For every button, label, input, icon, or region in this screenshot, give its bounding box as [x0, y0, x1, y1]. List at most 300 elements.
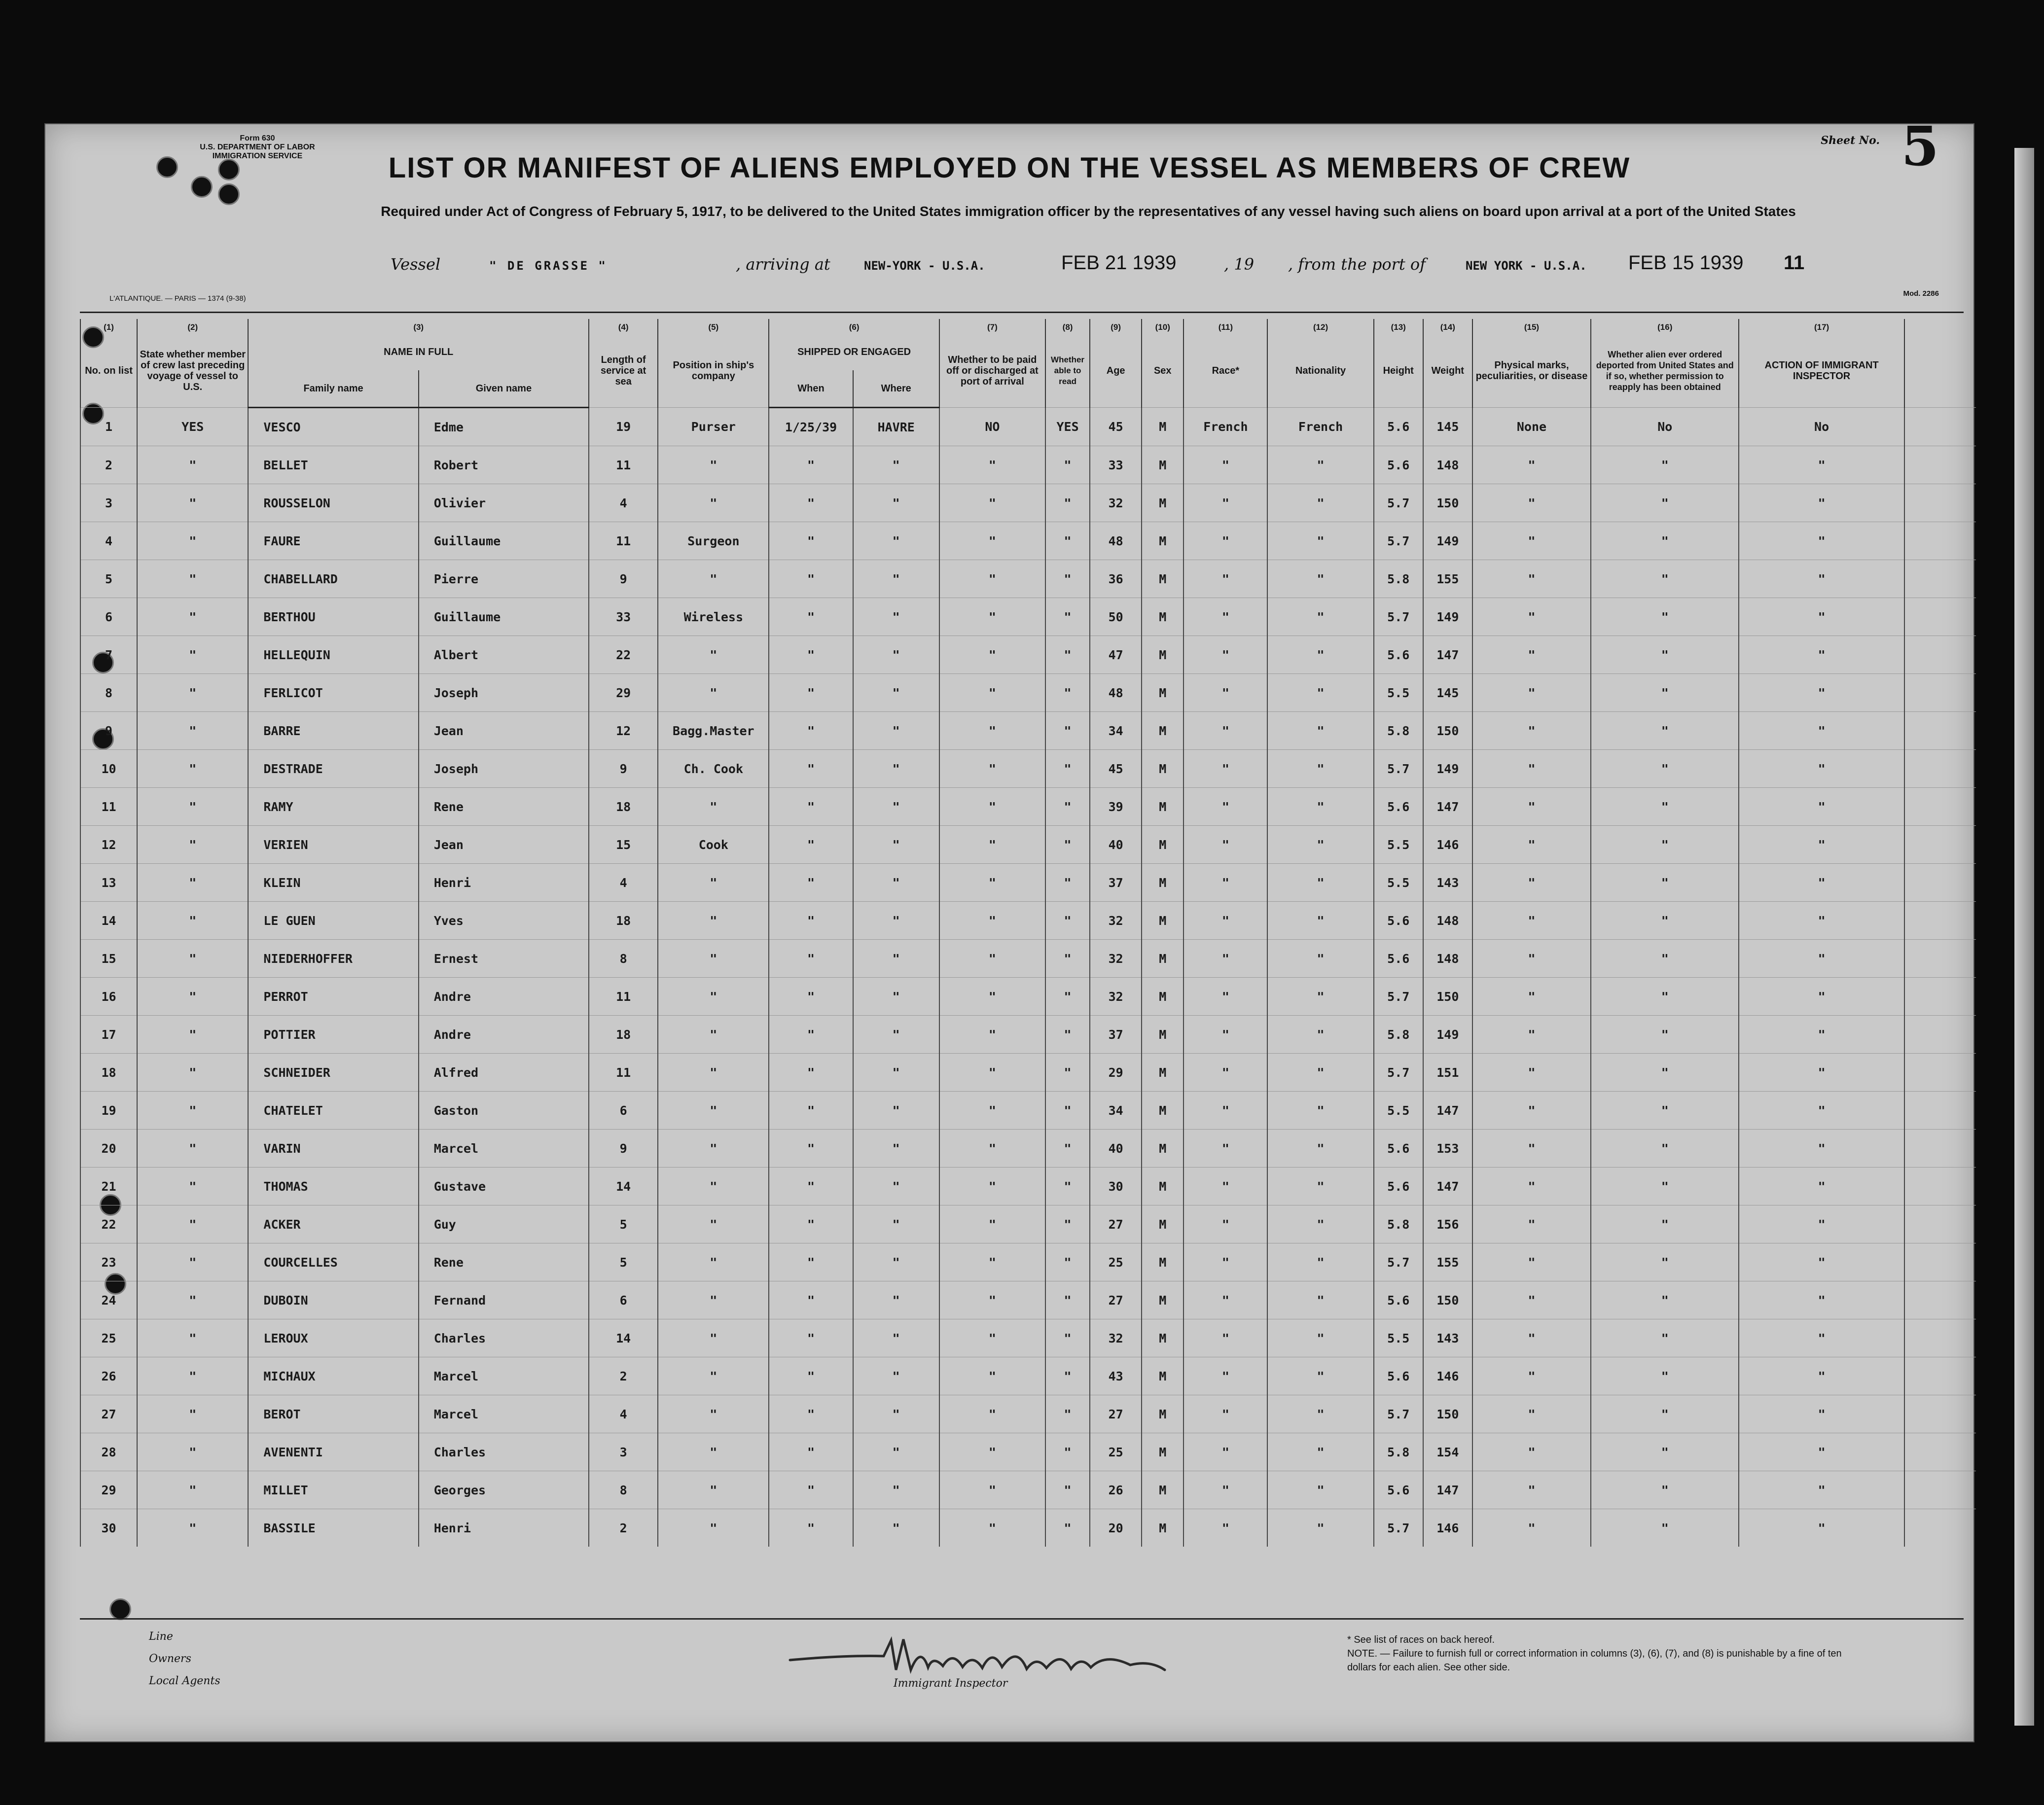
cell-service: 11 [589, 446, 658, 484]
cell-position: " [658, 1092, 769, 1130]
cell-service: 6 [589, 1281, 658, 1319]
cell-when: " [769, 1168, 853, 1205]
cell-prev: " [137, 522, 248, 560]
cell-no: 3 [80, 484, 137, 522]
cell-action: " [1739, 674, 1904, 712]
cell-position: Cook [658, 826, 769, 864]
cell-given: Alfred [419, 1054, 589, 1092]
cell-service: 11 [589, 522, 658, 560]
cell-family: SCHNEIDER [248, 1054, 418, 1092]
cell-weight: 147 [1423, 1168, 1472, 1205]
cell-given: Charles [419, 1319, 589, 1357]
cell-family: KLEIN [248, 864, 418, 902]
cell-family: FAURE [248, 522, 418, 560]
cell-age: 32 [1090, 978, 1142, 1016]
cell-nationality: " [1267, 1054, 1373, 1092]
cell-weight: 147 [1423, 1471, 1472, 1509]
cell-paid: " [939, 636, 1045, 674]
cell-action: " [1739, 712, 1904, 750]
cell-deported: " [1591, 788, 1739, 826]
cell-race: " [1183, 1205, 1267, 1243]
cell-sex: M [1142, 1205, 1183, 1243]
cell-when: 1/25/39 [769, 408, 853, 446]
cell-where: " [853, 1054, 939, 1092]
cell-when: " [769, 484, 853, 522]
cell-family: VERIEN [248, 826, 418, 864]
cell-race: " [1183, 1243, 1267, 1281]
cell-physical: " [1472, 1092, 1591, 1130]
cell-paid: " [939, 1168, 1045, 1205]
cell-physical: " [1472, 1471, 1591, 1509]
cell-no: 26 [80, 1357, 137, 1395]
cell-paid: " [939, 902, 1045, 940]
cell-action: " [1739, 1205, 1904, 1243]
cell-position: " [658, 1168, 769, 1205]
cell-sex: M [1142, 864, 1183, 902]
cell-where: " [853, 940, 939, 978]
cell-extra [1904, 826, 1976, 864]
cell-no: 23 [80, 1243, 137, 1281]
cell-height: 5.5 [1374, 826, 1423, 864]
cell-sex: M [1142, 1395, 1183, 1433]
cell-read: " [1045, 674, 1090, 712]
cell-family: BARRE [248, 712, 418, 750]
col-num: (2) [137, 319, 248, 334]
cell-deported: " [1591, 1054, 1739, 1092]
cell-no: 8 [80, 674, 137, 712]
cell-race: " [1183, 1054, 1267, 1092]
table-row [80, 826, 1976, 864]
cell-action: " [1739, 636, 1904, 674]
cell-sex: M [1142, 1092, 1183, 1130]
cell-nationality: " [1267, 1395, 1373, 1433]
table-row [80, 788, 1976, 826]
cell-position: " [658, 636, 769, 674]
table-row [80, 978, 1976, 1016]
cell-given: Pierre [419, 560, 589, 598]
cell-family: FERLICOT [248, 674, 418, 712]
cell-paid: " [939, 1243, 1045, 1281]
cell-height: 5.6 [1374, 1130, 1423, 1168]
table-row [80, 1509, 1976, 1547]
cell-nationality: " [1267, 674, 1373, 712]
table-row [80, 750, 1976, 788]
cell-given: Marcel [419, 1357, 589, 1395]
cell-physical: " [1472, 1243, 1591, 1281]
cell-paid: " [939, 826, 1045, 864]
cell-race: French [1183, 408, 1267, 446]
cell-paid: " [939, 1016, 1045, 1054]
cell-family: RAMY [248, 788, 418, 826]
cell-given: Henri [419, 1509, 589, 1547]
cell-physical: " [1472, 1509, 1591, 1547]
cell-family: DESTRADE [248, 750, 418, 788]
cell-action: " [1739, 1319, 1904, 1357]
cell-sex: M [1142, 446, 1183, 484]
cell-sex: M [1142, 1130, 1183, 1168]
cell-family: BERTHOU [248, 598, 418, 636]
cell-extra [1904, 1092, 1976, 1130]
cell-service: 14 [589, 1168, 658, 1205]
cell-prev: " [137, 636, 248, 674]
cell-physical: " [1472, 636, 1591, 674]
cell-read: " [1045, 1471, 1090, 1509]
cell-prev: " [137, 788, 248, 826]
cell-prev: " [137, 750, 248, 788]
cell-service: 5 [589, 1205, 658, 1243]
cell-read: " [1045, 1395, 1090, 1433]
cell-sex: M [1142, 1471, 1183, 1509]
cell-action: " [1739, 522, 1904, 560]
local-agents-label: Local Agents [149, 1675, 220, 1687]
cell-prev: " [137, 940, 248, 978]
cell-family: DUBOIN [248, 1281, 418, 1319]
cell-height: 5.6 [1374, 940, 1423, 978]
column-number-row [80, 319, 1976, 334]
cell-paid: " [939, 1130, 1045, 1168]
cell-position: " [658, 1130, 769, 1168]
cell-height: 5.8 [1374, 1205, 1423, 1243]
cell-age: 45 [1090, 750, 1142, 788]
cell-read: " [1045, 788, 1090, 826]
cell-action: " [1739, 1016, 1904, 1054]
cell-physical: " [1472, 750, 1591, 788]
cell-read: " [1045, 1168, 1090, 1205]
cell-age: 50 [1090, 598, 1142, 636]
cell-age: 30 [1090, 1168, 1142, 1205]
header-rule [80, 312, 1964, 313]
cell-given: Jean [419, 826, 589, 864]
cell-service: 3 [589, 1433, 658, 1471]
cell-given: Guy [419, 1205, 589, 1243]
cell-where: " [853, 978, 939, 1016]
cell-prev: " [137, 1092, 248, 1130]
cell-position: Bagg.Master [658, 712, 769, 750]
cell-read: " [1045, 864, 1090, 902]
cell-height: 5.7 [1374, 522, 1423, 560]
cell-deported: " [1591, 1168, 1739, 1205]
header-when: When [769, 370, 853, 408]
cell-when: " [769, 750, 853, 788]
cell-read: " [1045, 1433, 1090, 1471]
cell-weight: 147 [1423, 788, 1472, 826]
cell-sex: M [1142, 408, 1183, 446]
cell-when: " [769, 1509, 853, 1547]
cell-read: " [1045, 750, 1090, 788]
cell-when: " [769, 598, 853, 636]
cell-no: 29 [80, 1471, 137, 1509]
cell-when: " [769, 1092, 853, 1130]
cell-weight: 147 [1423, 1092, 1472, 1130]
cell-prev: " [137, 446, 248, 484]
col-num: (6) [769, 319, 939, 334]
cell-action: " [1739, 1509, 1904, 1547]
cell-position: " [658, 1509, 769, 1547]
cell-age: 32 [1090, 940, 1142, 978]
header-length-service: Length of service at sea [589, 334, 658, 408]
cell-given: Ernest [419, 940, 589, 978]
cell-given: Guillaume [419, 598, 589, 636]
cell-service: 6 [589, 1092, 658, 1130]
cell-position: " [658, 1357, 769, 1395]
cell-service: 4 [589, 484, 658, 522]
cell-paid: " [939, 1395, 1045, 1433]
cell-where: " [853, 560, 939, 598]
cell-race: " [1183, 978, 1267, 1016]
cell-family: THOMAS [248, 1168, 418, 1205]
cell-no: 6 [80, 598, 137, 636]
cell-extra [1904, 674, 1976, 712]
cell-weight: 150 [1423, 1281, 1472, 1319]
cell-action: " [1739, 1243, 1904, 1281]
cell-no: 22 [80, 1205, 137, 1243]
cell-deported: " [1591, 864, 1739, 902]
table-row [80, 1433, 1976, 1471]
cell-nationality: " [1267, 826, 1373, 864]
cell-sex: M [1142, 978, 1183, 1016]
cell-family: NIEDERHOFFER [248, 940, 418, 978]
cell-when: " [769, 1471, 853, 1509]
cell-paid: " [939, 1281, 1045, 1319]
cell-nationality: " [1267, 1471, 1373, 1509]
cell-extra [1904, 484, 1976, 522]
header-extra [1904, 334, 1976, 408]
cell-family: BEROT [248, 1395, 418, 1433]
cell-sex: M [1142, 1016, 1183, 1054]
table-row [80, 408, 1976, 446]
cell-race: " [1183, 940, 1267, 978]
cell-deported: " [1591, 1205, 1739, 1243]
cell-weight: 149 [1423, 750, 1472, 788]
cell-race: " [1183, 1092, 1267, 1130]
cell-height: 5.6 [1374, 408, 1423, 446]
cell-action: " [1739, 1357, 1904, 1395]
cell-given: Henri [419, 864, 589, 902]
cell-read: " [1045, 1016, 1090, 1054]
cell-paid: " [939, 1092, 1045, 1130]
cell-prev: " [137, 1054, 248, 1092]
cell-where: " [853, 1357, 939, 1395]
cell-race: " [1183, 826, 1267, 864]
cell-service: 5 [589, 1243, 658, 1281]
cell-prev: " [137, 1395, 248, 1433]
form-number: Form 630 [240, 134, 275, 142]
from-port-label: , from the port of [1288, 255, 1426, 274]
cell-height: 5.6 [1374, 446, 1423, 484]
cell-service: 2 [589, 1357, 658, 1395]
owners-label: Owners [149, 1653, 191, 1665]
col-num: (15) [1472, 319, 1591, 334]
cell-service: 29 [589, 674, 658, 712]
cell-physical: " [1472, 712, 1591, 750]
races-note: * See list of races on back hereof. [1347, 1634, 1495, 1645]
cell-no: 28 [80, 1433, 137, 1471]
cell-prev: " [137, 1509, 248, 1547]
cell-service: 18 [589, 788, 658, 826]
cell-where: " [853, 1168, 939, 1205]
cell-prev: " [137, 1281, 248, 1319]
cell-race: " [1183, 712, 1267, 750]
cell-position: " [658, 1471, 769, 1509]
cell-sex: M [1142, 1243, 1183, 1281]
cell-nationality: " [1267, 1243, 1373, 1281]
cell-service: 4 [589, 1395, 658, 1433]
col-num: (14) [1423, 319, 1472, 334]
cell-where: " [853, 864, 939, 902]
table-row [80, 1395, 1976, 1433]
departure-date-stamp: FEB 15 1939 [1628, 252, 1744, 274]
cell-nationality: " [1267, 446, 1373, 484]
cell-given: Charles [419, 1433, 589, 1471]
vessel-line [45, 252, 1973, 284]
cell-position: " [658, 1054, 769, 1092]
cell-age: 27 [1090, 1205, 1142, 1243]
cell-paid: " [939, 1357, 1045, 1395]
cell-deported: " [1591, 1130, 1739, 1168]
cell-deported: " [1591, 522, 1739, 560]
cell-family: MILLET [248, 1471, 418, 1509]
extra-number: 11 [1784, 252, 1805, 274]
cell-extra [1904, 636, 1976, 674]
cell-action: " [1739, 1433, 1904, 1471]
cell-read: YES [1045, 408, 1090, 446]
cell-physical: " [1472, 902, 1591, 940]
col-num [1904, 319, 1976, 334]
col-num: (16) [1591, 319, 1739, 334]
cell-nationality: " [1267, 1433, 1373, 1471]
cell-age: 27 [1090, 1281, 1142, 1319]
cell-position: Purser [658, 408, 769, 446]
cell-position: " [658, 788, 769, 826]
punch-hole [109, 1598, 131, 1620]
cell-extra [1904, 1357, 1976, 1395]
cell-physical: " [1472, 1016, 1591, 1054]
cell-nationality: " [1267, 940, 1373, 978]
cell-no: 17 [80, 1016, 137, 1054]
cell-height: 5.6 [1374, 1471, 1423, 1509]
cell-no: 14 [80, 902, 137, 940]
header-paid-off: Whether to be paid off or discharged at port of arrival [939, 334, 1045, 408]
cell-when: " [769, 1243, 853, 1281]
header-weight: Weight [1423, 334, 1472, 408]
cell-paid: " [939, 940, 1045, 978]
cell-height: 5.6 [1374, 1168, 1423, 1205]
cell-when: " [769, 1205, 853, 1243]
cell-given: Yves [419, 902, 589, 940]
cell-nationality: " [1267, 484, 1373, 522]
cell-where: " [853, 636, 939, 674]
cell-extra [1904, 408, 1976, 446]
cell-where: " [853, 522, 939, 560]
header-action: ACTION OF IMMIGRANT INSPECTOR [1739, 334, 1904, 408]
cell-extra [1904, 1433, 1976, 1471]
penalty-note: NOTE. — Failure to furnish full or correct information in columns (3), (6), (7), and (8) is punishable by a fine of ten dollars for each alien. See other side. [1347, 1648, 1842, 1673]
cell-race: " [1183, 1130, 1267, 1168]
cell-position: Wireless [658, 598, 769, 636]
cell-deported: " [1591, 636, 1739, 674]
table-row [80, 940, 1976, 978]
cell-family: HELLEQUIN [248, 636, 418, 674]
cell-where: " [853, 1509, 939, 1547]
cell-extra [1904, 1130, 1976, 1168]
cell-no: 20 [80, 1130, 137, 1168]
cell-height: 5.8 [1374, 560, 1423, 598]
cell-position: " [658, 1205, 769, 1243]
cell-physical: " [1472, 1130, 1591, 1168]
cell-physical: " [1472, 1168, 1591, 1205]
col-num: (1) [80, 319, 137, 334]
cell-age: 40 [1090, 1130, 1142, 1168]
cell-prev: " [137, 1243, 248, 1281]
cell-prev: " [137, 978, 248, 1016]
col-num: (8) [1045, 319, 1090, 334]
cell-given: Gustave [419, 1168, 589, 1205]
cell-physical: " [1472, 1281, 1591, 1319]
cell-deported: " [1591, 1433, 1739, 1471]
cell-no: 2 [80, 446, 137, 484]
cell-no: 5 [80, 560, 137, 598]
from-port: NEW YORK - U.S.A. [1466, 259, 1587, 273]
cell-family: VARIN [248, 1130, 418, 1168]
page-edge [2014, 148, 2034, 1726]
cell-paid: " [939, 1205, 1045, 1243]
col-num: (10) [1142, 319, 1183, 334]
cell-given: Marcel [419, 1130, 589, 1168]
cell-sex: M [1142, 788, 1183, 826]
cell-when: " [769, 1281, 853, 1319]
table-row [80, 1319, 1976, 1357]
cell-physical: " [1472, 598, 1591, 636]
cell-prev: " [137, 1319, 248, 1357]
cell-weight: 149 [1423, 598, 1472, 636]
table-row [80, 864, 1976, 902]
cell-paid: " [939, 1433, 1045, 1471]
cell-where: " [853, 674, 939, 712]
cell-deported: " [1591, 1092, 1739, 1130]
cell-service: 15 [589, 826, 658, 864]
cell-position: " [658, 1319, 769, 1357]
cell-when: " [769, 902, 853, 940]
cell-when: " [769, 712, 853, 750]
cell-prev: YES [137, 408, 248, 446]
cell-position: " [658, 1433, 769, 1471]
col-num: (17) [1739, 319, 1904, 334]
cell-height: 5.5 [1374, 1319, 1423, 1357]
cell-no: 19 [80, 1092, 137, 1130]
cell-deported: " [1591, 1509, 1739, 1547]
cell-age: 48 [1090, 522, 1142, 560]
cell-no: 18 [80, 1054, 137, 1092]
cell-sex: M [1142, 940, 1183, 978]
cell-height: 5.6 [1374, 788, 1423, 826]
cell-when: " [769, 1054, 853, 1092]
cell-when: " [769, 1395, 853, 1433]
cell-service: 8 [589, 940, 658, 978]
cell-given: Fernand [419, 1281, 589, 1319]
cell-race: " [1183, 1357, 1267, 1395]
header-name-in-full: NAME IN FULL [248, 334, 589, 370]
cell-service: 9 [589, 560, 658, 598]
cell-age: 37 [1090, 864, 1142, 902]
header-height: Height [1374, 334, 1423, 408]
header-sex: Sex [1142, 334, 1183, 408]
cell-where: " [853, 1243, 939, 1281]
cell-height: 5.8 [1374, 1016, 1423, 1054]
cell-extra [1904, 864, 1976, 902]
sheet-number-label: Sheet No. [1821, 134, 1880, 147]
cell-extra [1904, 978, 1976, 1016]
cell-action: " [1739, 750, 1904, 788]
